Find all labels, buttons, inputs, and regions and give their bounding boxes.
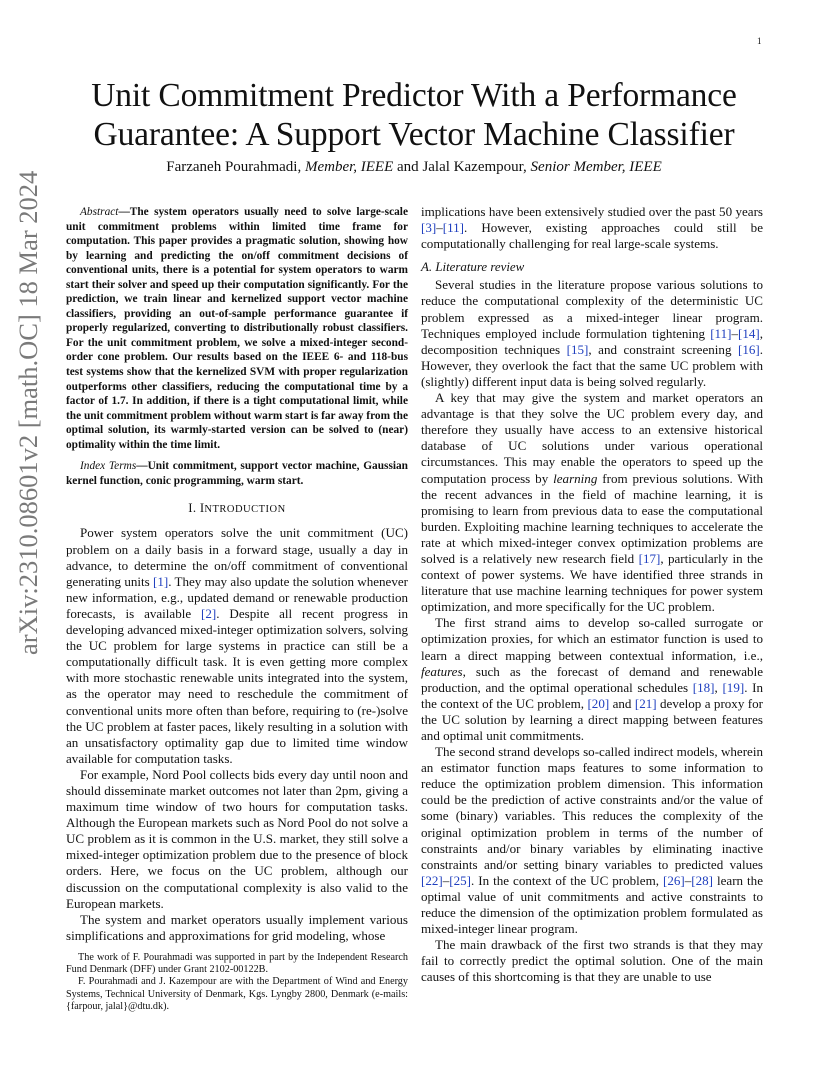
- body-paragraph: Power system operators solve the unit commitment (UC) problem on a daily basis in a forward stage, usually a day in advance, to determine the on/off commitment of conventional generating units [1]. They may also update the solution whenever new information, e.g., updated demand or renewable production forecasts, is available [2]. Despite all recent progress in developing advanced mixed-integer optimization solvers, solving the UC problem for large systems in practice can still be a computationally difficult task. It is even getting more complex with more stochastic renewable units integrated into the system, as the operator may need to reschedule the commitment of conventional units more often than before, requiring to (re-)solve the UC problem at faster paces, likely resulting in a solution with an unsatisfactory optimality gap due to limited time window available for computation tasks.: [66, 525, 409, 766]
- affiliation-footnote: F. Pourahmadi and J. Kazempour are with the Department of Wind and Energy Systems, Technical University of Denmark, Kgs. Lyngby 2800, Denmark (e-mails: {farpour, jalal}@dtu.dk).: [66, 976, 408, 1012]
- citation-link[interactable]: [17]: [638, 550, 661, 566]
- body-paragraph: The main drawback of the first two strands is that they may fail to correctly predict the optimal solution. One of the main causes of this shortcoming is that they are unable to use: [421, 937, 763, 985]
- author-name: Farzaneh Pourahmadi,: [166, 159, 302, 175]
- paper-title: Unit Commitment Predictor With a Performance Guarantee: A Support Vector Machine Classifier: [91, 77, 737, 153]
- citation-link[interactable]: [3]: [421, 220, 437, 236]
- body-paragraph: The second strand develops so-called indirect models, wherein an estimator function maps features to some information to reduce the optimization problem dimension. This information could be the prediction of active constraints and/or the value of some (binary) variables. This reduces the complexity of the original optimization problem in terms of the number of constraints and/or binary variables by eliminating inactive constraints and/or setting binary variables to predicted values [22]–[25]. In the context of the UC problem, [26]–[28] learn the optimal value of unit commitments and active constraints to reduce the dimension of the optimization problem formulated as mixed-integer linear program.: [421, 744, 763, 937]
- subsection-heading: A. Literature review: [421, 260, 525, 275]
- citation-link[interactable]: [2]: [201, 605, 217, 621]
- citation-link[interactable]: [18]: [692, 679, 715, 695]
- author-role: Senior Member, IEEE: [530, 159, 662, 175]
- section-heading-introduction: I. INTRODUCTION: [188, 501, 286, 516]
- author-role: Member, IEEE: [304, 159, 394, 175]
- index-terms-label: Index Terms: [80, 460, 137, 473]
- right-column: [421, 204, 763, 986]
- citation-link[interactable]: [16]: [737, 341, 760, 357]
- body-paragraph: A key that may give the system and market operators an advantage is that they solve the UC problem every day, and therefore they usually have access to an extensive historical database of UC solutions under various operational circumstances. This may enable the operators to speed up the computation process by learning from previous solutions. With the recent advances in the field of machine learning, it is promising to learn from previous data to ease the computational burden. Exploiting machine learning techniques to accelerate the rate at which mixed-integer convex optimization problems are solved is a relatively new research field [17], particularly in the context of power systems. We have identified three strands in literature that use machine learning techniques for power system optimization, and more specifically for the UC problem.: [421, 390, 763, 615]
- body-paragraph: The first strand aims to develop so-called surrogate or optimization proxies, for which an estimator function is used to learn a direct mapping between contextual information, i.e., features, such as the forecast of demand and renewable production, and the optimal operational schedules [18], [19]. In the context of the UC problem, [20] and [21] develop a proxy for the UC solution by learning a direct mapping between features and optimal unit commitments.: [421, 615, 763, 743]
- citation-link[interactable]: [11]: [442, 220, 465, 236]
- index-terms: [66, 459, 408, 488]
- author-conjunction: and: [397, 159, 419, 175]
- citation-link[interactable]: [28]: [691, 872, 714, 888]
- body-paragraph: For example, Nord Pool collects bids every day until noon and should disseminate market outcomes not later than 2pm, giving a maximum time window of two hours for computation tasks. Although the European markets such as Nord Pool do not solve a UC problem as it is common in the U.S. market, they still solve a mixed-integer optimization problem due to the presence of block orders. Here, we focus on the UC problem, although our discussion on the computational complexity is also valid to the European markets.: [66, 766, 408, 911]
- citation-link[interactable]: [15]: [566, 341, 589, 357]
- citation-link[interactable]: [20]: [587, 695, 610, 711]
- footnotes: [66, 952, 408, 1013]
- abstract-label: Abstract: [80, 206, 119, 218]
- arxiv-identifier-stamp[interactable]: arXiv:2310.08601v2 [math.OC] 18 Mar 2024: [13, 170, 43, 655]
- citation-link[interactable]: [11]: [710, 325, 732, 341]
- abstract: [66, 205, 408, 452]
- author-line: [60, 159, 768, 176]
- page-number: 1: [757, 36, 762, 46]
- citation-link[interactable]: [21]: [634, 695, 657, 711]
- body-paragraph: implications have been extensively studied over the past 50 years [3]–[11]. However, existing approaches could still be computationally challenging for real large-scale systems.: [421, 204, 763, 252]
- citation-link[interactable]: [1]: [153, 573, 169, 589]
- index-terms-text: —Unit commitment, support vector machine, Gaussian kernel function, conic programming, warm start.: [66, 460, 408, 487]
- body-paragraph: The system and market operators usually implement various simplifications and approximations for grid modeling, whose: [66, 911, 408, 943]
- citation-link[interactable]: [22]: [421, 872, 443, 888]
- abstract-text: —The system operators usually need to solve large-scale unit commitment problems within limited time frame for computation. This paper provides a pragmatic solution, showing how by learning and predicting the on/off commitment decisions of conventional units, there is a potential for system operators to warm start their solver and speed up their computation significantly. For the prediction, we train linear and kernelized support vector machine classifiers, providing an out-of-sample performance guarantee if properly regularized, converting to distributionally robust classifiers. For the unit commitment problem, we solve a mixed-integer second-order cone problem. Our results based on the IEEE 6- and 118-bus test systems show that the kernelized SVM with proper regularization outperforms other classifiers, reducing the computational time by a factor of 1.7. In addition, if there is a tight computational limit, while the unit commitment problem without warm start is far away from the optimal solution, its warmly-started version can be solved to (near) optimality within the time limit.: [66, 206, 408, 451]
- citation-link[interactable]: [26]: [662, 872, 685, 888]
- citation-link[interactable]: [19]: [722, 679, 745, 695]
- citation-link[interactable]: [25]: [449, 872, 472, 888]
- left-column: [66, 204, 408, 944]
- funding-footnote: The work of F. Pourahmadi was supported in part by the Independent Research Fund Denmark (DFF) under Grant 2102-00122B.: [66, 952, 408, 976]
- body-paragraph: Several studies in the literature propose various solutions to reduce the computational complexity of the deterministic UC problem expressed as a mixed-integer linear program. Techniques employed include formulation tightening [11]–[14], decomposition techniques [15], and constraint screening [16]. However, they overlook the fact that the same UC problem with (slightly) different input data is being solved regularly.: [421, 277, 763, 389]
- citation-link[interactable]: [14]: [737, 325, 760, 341]
- author-name: Jalal Kazempour,: [422, 159, 527, 175]
